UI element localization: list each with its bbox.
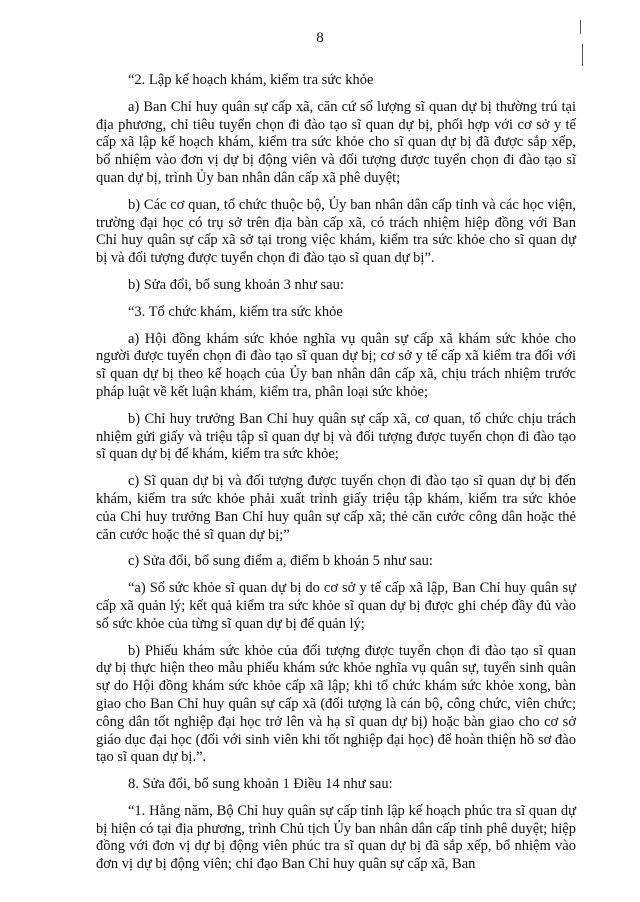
paragraph: b) Các cơ quan, tổ chức thuộc bộ, Ủy ban nhân dân cấp tỉnh và các học viện, trường đại học có trụ sở trên địa bàn cấp xã, có trách nhiệm hiệp đồng với Ban Chỉ huy quân sự cấp xã sở tại trong việc khám, kiểm tra sức khỏe cho sĩ quan dự bị và đối tượng được tuyển chọn đi đào tạo sĩ quan dự bị”. [96,196,576,267]
paragraph: 8. Sửa đổi, bổ sung khoản 1 Điều 14 như sau: [128,776,393,793]
paragraph: “a) Sổ sức khỏe sĩ quan dự bị do cơ sở y tế cấp xã lập, Ban Chỉ huy quân sự cấp xã quản lý; kết quả kiểm tra sức khỏe sĩ quan dự bị được ghi chép đầy đủ vào sổ sức khỏe của từng sĩ quan dự bị để quản lý; [96,580,576,632]
paragraph: a) Ban Chỉ huy quân sự cấp xã, căn cứ số lượng sĩ quan dự bị thường trú tại địa phương, chỉ tiêu tuyển chọn đi đào tạo sĩ quan dự bị, phối hợp với cơ sở y tế cấp xã lập kế hoạch khám, kiểm tra sức khỏe cho sĩ quan dự bị đã được sắp xếp, bổ nhiệm vào đơn vị dự bị động viên và đối tượng được tuyển chọn đi đào tạo sĩ quan dự bị, trình Ủy ban nhân dân cấp xã phê duyệt; [96,98,576,186]
paragraph: “3. Tổ chức khám, kiểm tra sức khỏe [128,303,343,320]
paragraph: “1. Hằng năm, Bộ Chỉ huy quân sự cấp tỉnh lập kế hoạch phúc tra sĩ quan dự bị hiện có tại địa phương, trình Chủ tịch Ủy ban nhân dân cấp tỉnh phê duyệt; hiệp đồng với đơn vị dự bị động viên phúc tra sĩ quan dự bị đã sắp xếp, bổ nhiệm vào đơn vị dự bị động viên; chỉ đạo Ban Chỉ huy quân sự cấp xã, Ban [96,802,576,873]
paragraph: a) Hội đồng khám sức khỏe nghĩa vụ quân sự cấp xã khám sức khỏe cho người được tuyển chọn đi đào tạo sĩ quan dự bị; cơ sở y tế cấp xã kiểm tra đối với sĩ quan dự bị theo kế hoạch của Ủy ban nhân dân cấp xã, chịu trách nhiệm trước pháp luật về kết luận khám, kiểm tra, phân loại sức khỏe; [96,330,576,400]
paragraph: c) Sĩ quan dự bị và đối tượng được tuyển chọn đi đào tạo sĩ quan dự bị đến khám, kiểm tra sức khỏe phải xuất trình giấy triệu tập khám, kiểm tra sức khỏe của Chỉ huy trưởng Ban Chỉ huy quân sự cấp xã; thẻ căn cước công dân hoặc thẻ căn cước hoặc thẻ sĩ quan dự bị;” [96,473,576,543]
paragraph: b) Phiếu khám sức khỏe của đối tượng được tuyển chọn đi đào tạo sĩ quan dự bị thực hiện theo mẫu phiếu khám sức khỏe nghĩa vụ quân sự, tuyển sinh quân sự do Hội đồng khám sức khỏe cấp xã lập; khi tổ chức khám sức khỏe xong, bàn giao cho Ban Chỉ huy quân sự cấp xã (đối tượng là cán bộ, công chức, viên chức; công dân tốt nghiệp đại học trở lên và hạ sĩ quan dự bị) hoặc bàn giao cho cơ sở giáo dục đại học (đối với sinh viên khi tốt nghiệp đại học) để hoàn thiện hồ sơ đào tạo sĩ quan dự bị.”. [96,642,576,766]
page-number: 8 [316,30,324,46]
paragraph: b) Chỉ huy trưởng Ban Chỉ huy quân sự cấp xã, cơ quan, tổ chức chịu trách nhiệm gửi giấy và triệu tập sĩ quan dự bị và đối tượng được tuyển chọn đi đào tạo sĩ quan dự bị để khám, kiểm tra sức khỏe; [96,410,576,463]
paragraph: b) Sửa đổi, bổ sung khoản 3 như sau: [128,276,344,293]
document-body [96,72,576,883]
paragraph: “2. Lập kế hoạch khám, kiểm tra sức khỏe [128,72,374,88]
scan-edge-mark [582,44,583,66]
paragraph: c) Sửa đổi, bổ sung điểm a, điểm b khoản 5 như sau: [128,553,433,570]
scan-edge-mark [580,20,581,34]
